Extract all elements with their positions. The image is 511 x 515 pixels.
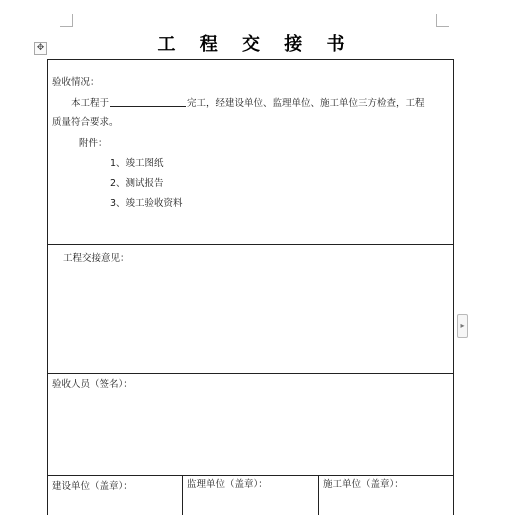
- table-move-handle-icon[interactable]: ✥: [34, 42, 47, 55]
- acceptance-line-2: 质量符合要求。: [52, 117, 119, 128]
- collapse-tab-icon[interactable]: ▸: [457, 314, 468, 338]
- attachment-item: 1、竣工图纸: [110, 158, 164, 169]
- row-divider: [48, 244, 453, 245]
- handover-opinion-label: 工程交接意见：: [63, 253, 130, 264]
- document-title: 工 程 交 接 书: [157, 34, 354, 55]
- completion-suffix: 完工，经建设单位、监理单位、施工单位三方检查，工程: [187, 98, 425, 109]
- completion-date-blank[interactable]: [110, 96, 186, 107]
- handover-table: [47, 59, 454, 515]
- construction-unit-stamp-label: 建设单位（盖章）：: [52, 481, 133, 492]
- row-divider: [48, 373, 453, 374]
- attachments-label: 附件：: [79, 138, 108, 149]
- margin-corner-mark: [436, 14, 449, 27]
- margin-corner-mark: [60, 14, 73, 27]
- row-divider: [48, 475, 453, 476]
- acceptance-line-1: [71, 96, 425, 111]
- supervision-unit-stamp-label: 监理单位（盖章）：: [187, 479, 268, 490]
- contractor-unit-stamp-label: 施工单位（盖章）：: [323, 479, 404, 490]
- column-divider: [318, 475, 319, 515]
- completion-prefix: 本工程于: [71, 98, 110, 109]
- attachment-item: 2、测试报告: [110, 178, 164, 189]
- attachment-item: 3、竣工验收资料: [110, 198, 183, 209]
- inspectors-signature-label: 验收人员（签名）：: [52, 379, 133, 390]
- column-divider: [182, 475, 183, 515]
- acceptance-heading: 验收情况：: [52, 77, 100, 88]
